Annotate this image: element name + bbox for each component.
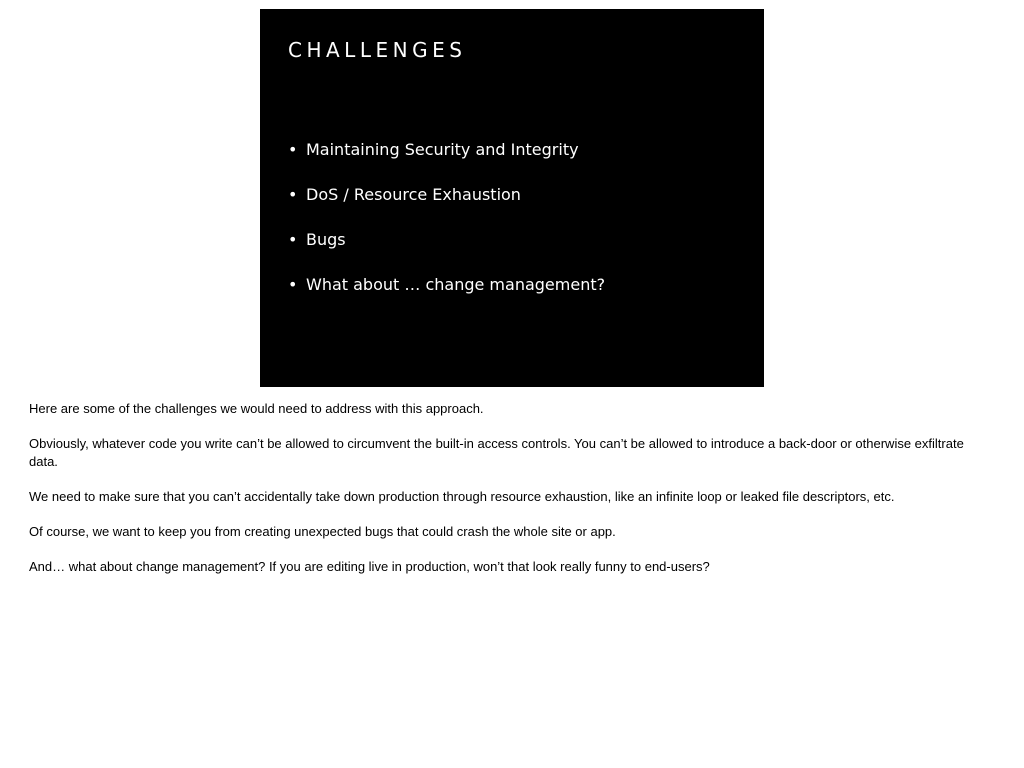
bullet-item [288,228,605,273]
note-paragraph: Of course, we want to keep you from creating unexpected bugs that could crash the whole site or app. [29,524,616,539]
speaker-notes [29,400,989,593]
bullet-item [288,183,605,228]
note-paragraph: Obviously, whatever code you write can’t be allowed to circumvent the built-in access controls. You can’t be allowed to introduce a back-door or otherwise exfiltrate data. [29,436,964,469]
note-paragraph: And… what about change management? If you are editing live in production, won’t that look really funny to end-users? [29,559,710,574]
slide [260,9,764,387]
bullet-item [288,273,605,318]
bullet-text: Maintaining Security and Integrity [306,140,579,159]
note-paragraph: Here are some of the challenges we would need to address with this approach. [29,401,484,416]
bullet-dot: • [288,185,298,204]
bullet-text: Bugs [306,230,346,249]
bullet-dot: • [288,230,298,249]
bullet-text: What about … change management? [306,275,606,294]
slide-title: CHALLENGES [288,38,467,62]
bullet-list [288,138,605,318]
bullet-dot: • [288,140,298,159]
bullet-item [288,138,605,183]
bullet-text: DoS / Resource Exhaustion [306,185,521,204]
bullet-dot: • [288,275,298,294]
note-paragraph: We need to make sure that you can’t accidentally take down production through resource exhaustion, like an infinite loop or leaked file descriptors, etc. [29,489,895,504]
